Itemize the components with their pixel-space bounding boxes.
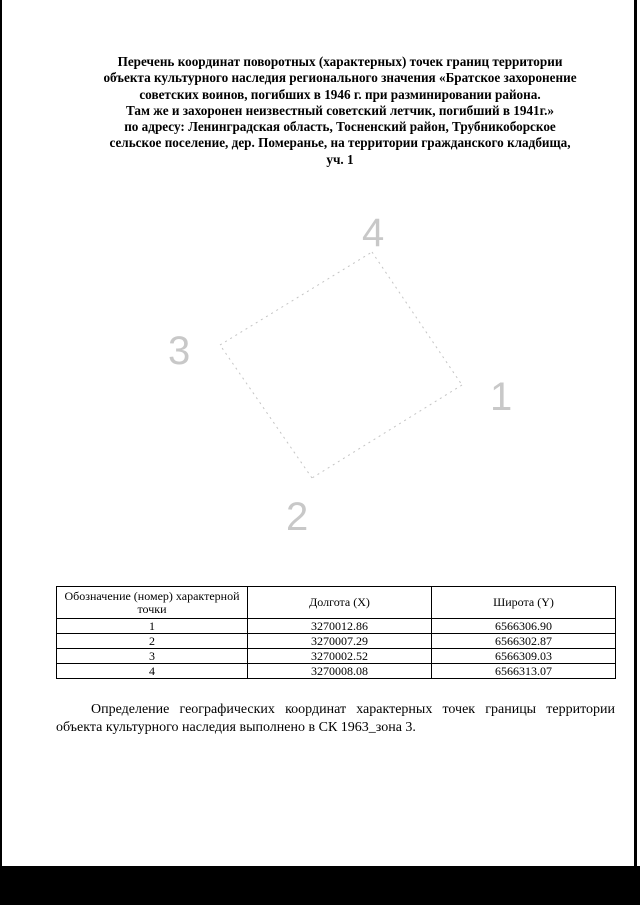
longitude-value: 3270002.52 — [248, 649, 432, 664]
title-line: Там же и захоронен неизвестный советский летчик, погибший в 1941г.» — [125, 102, 555, 118]
table-row — [57, 649, 616, 664]
point-label-3: 3 — [168, 329, 191, 373]
coordinate-system-note: Определение географических координат характерных точек границы территории объекта культурного наследия выполнено в СК 1963_зона 3. — [56, 702, 615, 735]
table-row — [57, 664, 616, 679]
table-row — [57, 619, 616, 634]
scan-bottom-band — [0, 866, 640, 905]
column-header-point: Обозначение (номер) характерной точки — [57, 587, 248, 619]
title-line: по адресу: Ленинградская область, Тосненский район, Трубникоборское — [124, 119, 556, 135]
column-header-longitude: Долгота (X) — [248, 587, 432, 619]
point-label-1: 1 — [490, 375, 513, 419]
boundary-segment-1-2 — [312, 385, 462, 478]
latitude-value: 6566302.87 — [432, 634, 616, 649]
table-header-row — [57, 587, 616, 619]
latitude-value: 6566309.03 — [432, 649, 616, 664]
column-header-latitude: Широта (Y) — [432, 587, 616, 619]
point-number: 1 — [57, 619, 248, 634]
coordinates-table — [56, 586, 616, 679]
latitude-value: 6566306.90 — [432, 619, 616, 634]
longitude-value: 3270007.29 — [248, 634, 432, 649]
title-line: объекта культурного наследия регионального значения «Братское захоронение — [103, 70, 577, 86]
longitude-value: 3270008.08 — [248, 664, 432, 679]
table-row — [57, 634, 616, 649]
title-line: сельское поселение, дер. Померанье, на территории гражданского кладбища, — [109, 135, 571, 151]
point-label-2: 2 — [286, 495, 309, 539]
title-line: советских воинов, погибших в 1946 г. при разминировании района. — [139, 86, 541, 102]
longitude-value: 3270012.86 — [248, 619, 432, 634]
boundary-segment-3-4 — [220, 252, 372, 345]
point-label-4: 4 — [362, 211, 385, 255]
title-line: Перечень координат поворотных (характерных) точек границ территории — [117, 54, 563, 69]
point-number: 4 — [57, 664, 248, 679]
boundary-segment-4-1 — [372, 252, 462, 385]
point-number: 2 — [57, 634, 248, 649]
boundary-segment-2-3 — [220, 345, 312, 478]
latitude-value: 6566313.07 — [432, 664, 616, 679]
title-line: уч. 1 — [326, 151, 354, 167]
point-number: 3 — [57, 649, 248, 664]
